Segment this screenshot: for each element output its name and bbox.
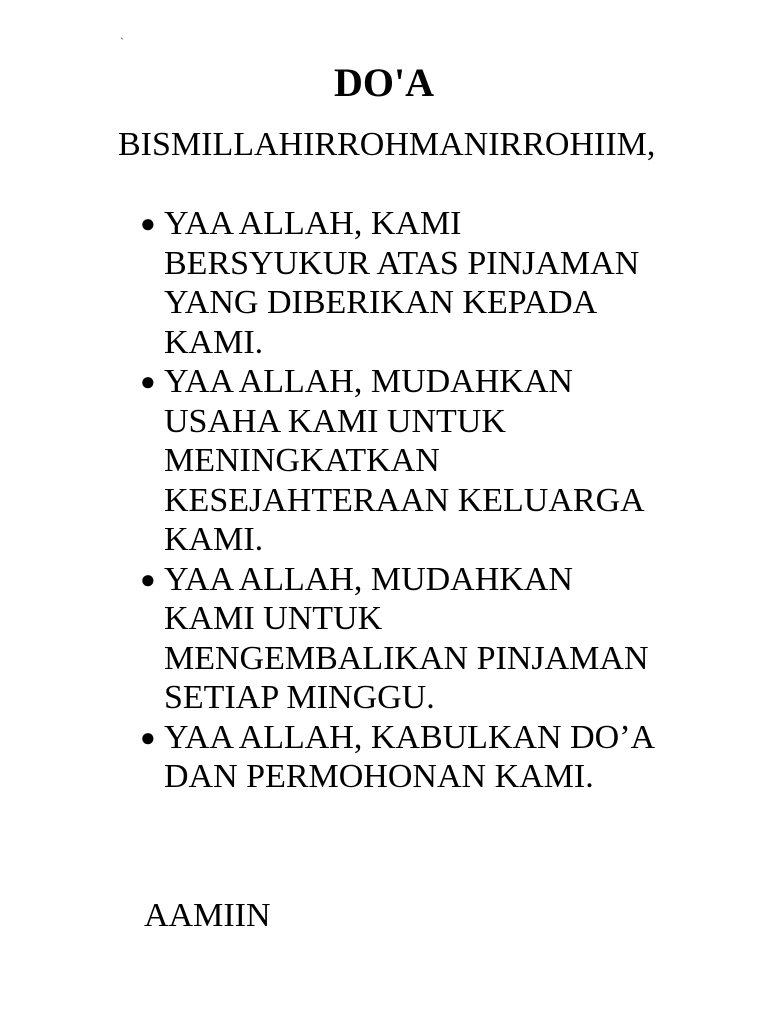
bullet-icon: ● (140, 564, 156, 594)
prayer-text: YAA ALLAH, MUDAHKAN KAMI UNTUK MENGEMBALIKAN PINJAMAN SETIAP MINGGU. (164, 560, 649, 716)
bullet-icon: ● (140, 209, 156, 238)
prayer-text: YAA ALLAH, MUDAHKAN USAHA KAMI UNTUK MENINGKATKAN KESEJAHTERAAN KELUARGA KAMI. (164, 363, 643, 558)
prayer-item (140, 718, 660, 797)
prayer-text: YAA ALLAH, KAMI BERSYUKUR ATAS PINJAMAN YANG DIBERIKAN KEPADA KAMI. (164, 205, 640, 361)
bullet-icon: ● (140, 722, 156, 752)
stray-mark: ` (120, 35, 124, 49)
page-title: DO'A (334, 60, 434, 105)
prayer-item (140, 362, 660, 560)
prayer-list (140, 204, 660, 797)
opening-invocation: BISMILLAHIRROHMANIRROHIIM, (118, 126, 656, 163)
closing-amen: AAMIIN (144, 897, 271, 934)
bullet-icon: ● (140, 367, 156, 396)
prayer-item (140, 560, 660, 718)
prayer-text: YAA ALLAH, KABULKAN DO’A DAN PERMOHONAN KAMI. (164, 718, 654, 795)
prayer-item (140, 204, 660, 362)
